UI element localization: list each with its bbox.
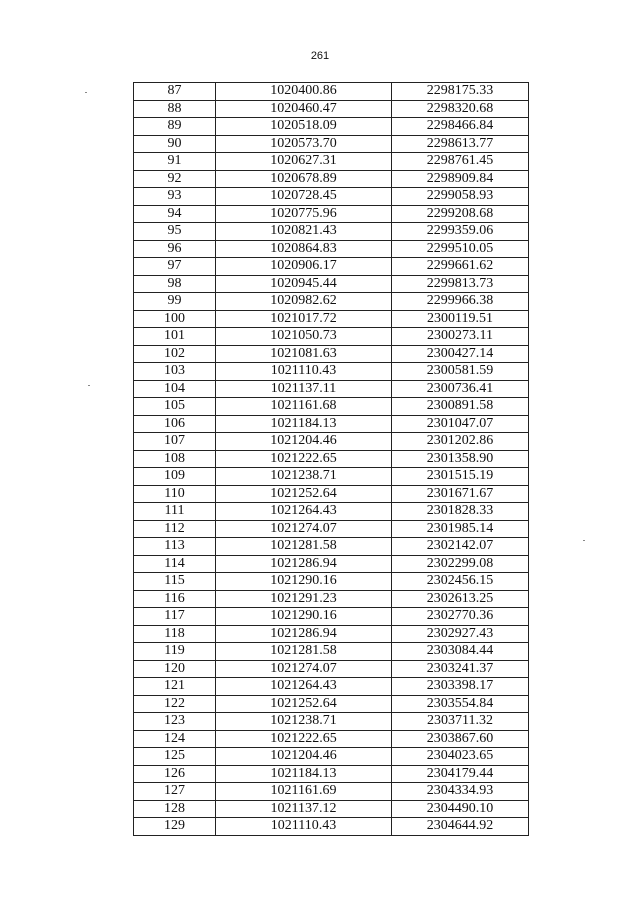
table-row (134, 258, 529, 276)
scan-speck (85, 92, 87, 93)
y-coordinate-cell: 2299813.73 (392, 275, 529, 293)
y-coordinate-cell: 2301515.19 (392, 468, 529, 486)
x-coordinate-cell: 1020982.62 (216, 293, 392, 311)
table-row (134, 713, 529, 731)
y-coordinate-cell: 2304334.93 (392, 783, 529, 801)
point-id-cell: 90 (134, 135, 216, 153)
x-coordinate-cell: 1020400.86 (216, 83, 392, 101)
x-coordinate-cell: 1021161.69 (216, 783, 392, 801)
y-coordinate-cell: 2302770.36 (392, 608, 529, 626)
x-coordinate-cell: 1020518.09 (216, 118, 392, 136)
y-coordinate-cell: 2303084.44 (392, 643, 529, 661)
table-row (134, 625, 529, 643)
table-row (134, 608, 529, 626)
x-coordinate-cell: 1021222.65 (216, 450, 392, 468)
x-coordinate-cell: 1021274.07 (216, 660, 392, 678)
point-id-cell: 92 (134, 170, 216, 188)
x-coordinate-cell: 1021238.71 (216, 713, 392, 731)
point-id-cell: 128 (134, 800, 216, 818)
table-row (134, 205, 529, 223)
y-coordinate-cell: 2301985.14 (392, 520, 529, 538)
point-id-cell: 129 (134, 818, 216, 836)
x-coordinate-cell: 1021110.43 (216, 818, 392, 836)
x-coordinate-cell: 1021110.43 (216, 363, 392, 381)
point-id-cell: 98 (134, 275, 216, 293)
x-coordinate-cell: 1021137.12 (216, 800, 392, 818)
y-coordinate-cell: 2303241.37 (392, 660, 529, 678)
point-id-cell: 119 (134, 643, 216, 661)
x-coordinate-cell: 1021081.63 (216, 345, 392, 363)
y-coordinate-cell: 2300581.59 (392, 363, 529, 381)
scan-speck (88, 385, 90, 386)
coordinate-table-body (134, 83, 529, 836)
point-id-cell: 102 (134, 345, 216, 363)
x-coordinate-cell: 1021291.23 (216, 590, 392, 608)
table-row (134, 730, 529, 748)
point-id-cell: 95 (134, 223, 216, 241)
table-row (134, 783, 529, 801)
y-coordinate-cell: 2298320.68 (392, 100, 529, 118)
y-coordinate-cell: 2303867.60 (392, 730, 529, 748)
y-coordinate-cell: 2300891.58 (392, 398, 529, 416)
x-coordinate-cell: 1020460.47 (216, 100, 392, 118)
table-row (134, 643, 529, 661)
point-id-cell: 108 (134, 450, 216, 468)
table-row (134, 573, 529, 591)
point-id-cell: 93 (134, 188, 216, 206)
x-coordinate-cell: 1021137.11 (216, 380, 392, 398)
x-coordinate-cell: 1021281.58 (216, 538, 392, 556)
point-id-cell: 103 (134, 363, 216, 381)
x-coordinate-cell: 1020678.89 (216, 170, 392, 188)
x-coordinate-cell: 1020728.45 (216, 188, 392, 206)
x-coordinate-cell: 1021252.64 (216, 695, 392, 713)
table-row (134, 590, 529, 608)
y-coordinate-cell: 2300736.41 (392, 380, 529, 398)
table-row (134, 363, 529, 381)
x-coordinate-cell: 1021264.43 (216, 503, 392, 521)
table-row (134, 660, 529, 678)
table-row (134, 118, 529, 136)
table-row (134, 503, 529, 521)
point-id-cell: 105 (134, 398, 216, 416)
y-coordinate-cell: 2299510.05 (392, 240, 529, 258)
point-id-cell: 113 (134, 538, 216, 556)
table-row (134, 520, 529, 538)
table-row (134, 188, 529, 206)
table-row (134, 135, 529, 153)
x-coordinate-cell: 1021281.58 (216, 643, 392, 661)
table-row (134, 328, 529, 346)
y-coordinate-cell: 2302613.25 (392, 590, 529, 608)
point-id-cell: 100 (134, 310, 216, 328)
x-coordinate-cell: 1020906.17 (216, 258, 392, 276)
point-id-cell: 118 (134, 625, 216, 643)
x-coordinate-cell: 1020775.96 (216, 205, 392, 223)
y-coordinate-cell: 2302927.43 (392, 625, 529, 643)
table-row (134, 748, 529, 766)
table-row (134, 538, 529, 556)
x-coordinate-cell: 1020945.44 (216, 275, 392, 293)
point-id-cell: 115 (134, 573, 216, 591)
x-coordinate-cell: 1021184.13 (216, 765, 392, 783)
y-coordinate-cell: 2301202.86 (392, 433, 529, 451)
y-coordinate-cell: 2301358.90 (392, 450, 529, 468)
table-row (134, 380, 529, 398)
table-row (134, 398, 529, 416)
point-id-cell: 126 (134, 765, 216, 783)
table-row (134, 485, 529, 503)
table-row (134, 153, 529, 171)
y-coordinate-cell: 2298613.77 (392, 135, 529, 153)
point-id-cell: 117 (134, 608, 216, 626)
y-coordinate-cell: 2304644.92 (392, 818, 529, 836)
point-id-cell: 99 (134, 293, 216, 311)
table-row (134, 818, 529, 836)
point-id-cell: 110 (134, 485, 216, 503)
point-id-cell: 94 (134, 205, 216, 223)
table-row (134, 240, 529, 258)
point-id-cell: 114 (134, 555, 216, 573)
x-coordinate-cell: 1021238.71 (216, 468, 392, 486)
point-id-cell: 120 (134, 660, 216, 678)
x-coordinate-cell: 1020573.70 (216, 135, 392, 153)
point-id-cell: 122 (134, 695, 216, 713)
table-row (134, 275, 529, 293)
point-id-cell: 109 (134, 468, 216, 486)
x-coordinate-cell: 1021050.73 (216, 328, 392, 346)
x-coordinate-cell: 1021290.16 (216, 608, 392, 626)
point-id-cell: 116 (134, 590, 216, 608)
table-row (134, 100, 529, 118)
x-coordinate-cell: 1021286.94 (216, 625, 392, 643)
x-coordinate-cell: 1021222.65 (216, 730, 392, 748)
x-coordinate-cell: 1021017.72 (216, 310, 392, 328)
coordinate-table (133, 82, 529, 836)
table-row (134, 433, 529, 451)
x-coordinate-cell: 1020864.83 (216, 240, 392, 258)
table-row (134, 345, 529, 363)
x-coordinate-cell: 1021204.46 (216, 748, 392, 766)
table-row (134, 695, 529, 713)
table-row (134, 223, 529, 241)
point-id-cell: 112 (134, 520, 216, 538)
y-coordinate-cell: 2304179.44 (392, 765, 529, 783)
y-coordinate-cell: 2303554.84 (392, 695, 529, 713)
table-row (134, 800, 529, 818)
y-coordinate-cell: 2301047.07 (392, 415, 529, 433)
y-coordinate-cell: 2299966.38 (392, 293, 529, 311)
scan-speck (583, 540, 585, 541)
x-coordinate-cell: 1021161.68 (216, 398, 392, 416)
table-row (134, 415, 529, 433)
y-coordinate-cell: 2304490.10 (392, 800, 529, 818)
point-id-cell: 123 (134, 713, 216, 731)
point-id-cell: 125 (134, 748, 216, 766)
x-coordinate-cell: 1020821.43 (216, 223, 392, 241)
point-id-cell: 91 (134, 153, 216, 171)
x-coordinate-cell: 1021286.94 (216, 555, 392, 573)
point-id-cell: 127 (134, 783, 216, 801)
table-row (134, 83, 529, 101)
point-id-cell: 101 (134, 328, 216, 346)
point-id-cell: 107 (134, 433, 216, 451)
point-id-cell: 96 (134, 240, 216, 258)
y-coordinate-cell: 2299359.06 (392, 223, 529, 241)
point-id-cell: 88 (134, 100, 216, 118)
point-id-cell: 89 (134, 118, 216, 136)
y-coordinate-cell: 2302142.07 (392, 538, 529, 556)
y-coordinate-cell: 2302456.15 (392, 573, 529, 591)
y-coordinate-cell: 2303711.32 (392, 713, 529, 731)
y-coordinate-cell: 2301671.67 (392, 485, 529, 503)
point-id-cell: 121 (134, 678, 216, 696)
point-id-cell: 97 (134, 258, 216, 276)
y-coordinate-cell: 2302299.08 (392, 555, 529, 573)
point-id-cell: 104 (134, 380, 216, 398)
point-id-cell: 106 (134, 415, 216, 433)
table-row (134, 170, 529, 188)
y-coordinate-cell: 2303398.17 (392, 678, 529, 696)
y-coordinate-cell: 2298761.45 (392, 153, 529, 171)
table-row (134, 765, 529, 783)
table-row (134, 310, 529, 328)
y-coordinate-cell: 2299208.68 (392, 205, 529, 223)
point-id-cell: 124 (134, 730, 216, 748)
point-id-cell: 111 (134, 503, 216, 521)
x-coordinate-cell: 1020627.31 (216, 153, 392, 171)
y-coordinate-cell: 2300427.14 (392, 345, 529, 363)
x-coordinate-cell: 1021184.13 (216, 415, 392, 433)
y-coordinate-cell: 2299661.62 (392, 258, 529, 276)
x-coordinate-cell: 1021204.46 (216, 433, 392, 451)
x-coordinate-cell: 1021290.16 (216, 573, 392, 591)
table-row (134, 678, 529, 696)
y-coordinate-cell: 2298909.84 (392, 170, 529, 188)
y-coordinate-cell: 2304023.65 (392, 748, 529, 766)
table-row (134, 293, 529, 311)
point-id-cell: 87 (134, 83, 216, 101)
y-coordinate-cell: 2301828.33 (392, 503, 529, 521)
y-coordinate-cell: 2298175.33 (392, 83, 529, 101)
x-coordinate-cell: 1021252.64 (216, 485, 392, 503)
x-coordinate-cell: 1021274.07 (216, 520, 392, 538)
y-coordinate-cell: 2300273.11 (392, 328, 529, 346)
x-coordinate-cell: 1021264.43 (216, 678, 392, 696)
y-coordinate-cell: 2299058.93 (392, 188, 529, 206)
y-coordinate-cell: 2298466.84 (392, 118, 529, 136)
table-row (134, 468, 529, 486)
table-row (134, 555, 529, 573)
table-row (134, 450, 529, 468)
page-number: 261 (310, 50, 330, 62)
y-coordinate-cell: 2300119.51 (392, 310, 529, 328)
